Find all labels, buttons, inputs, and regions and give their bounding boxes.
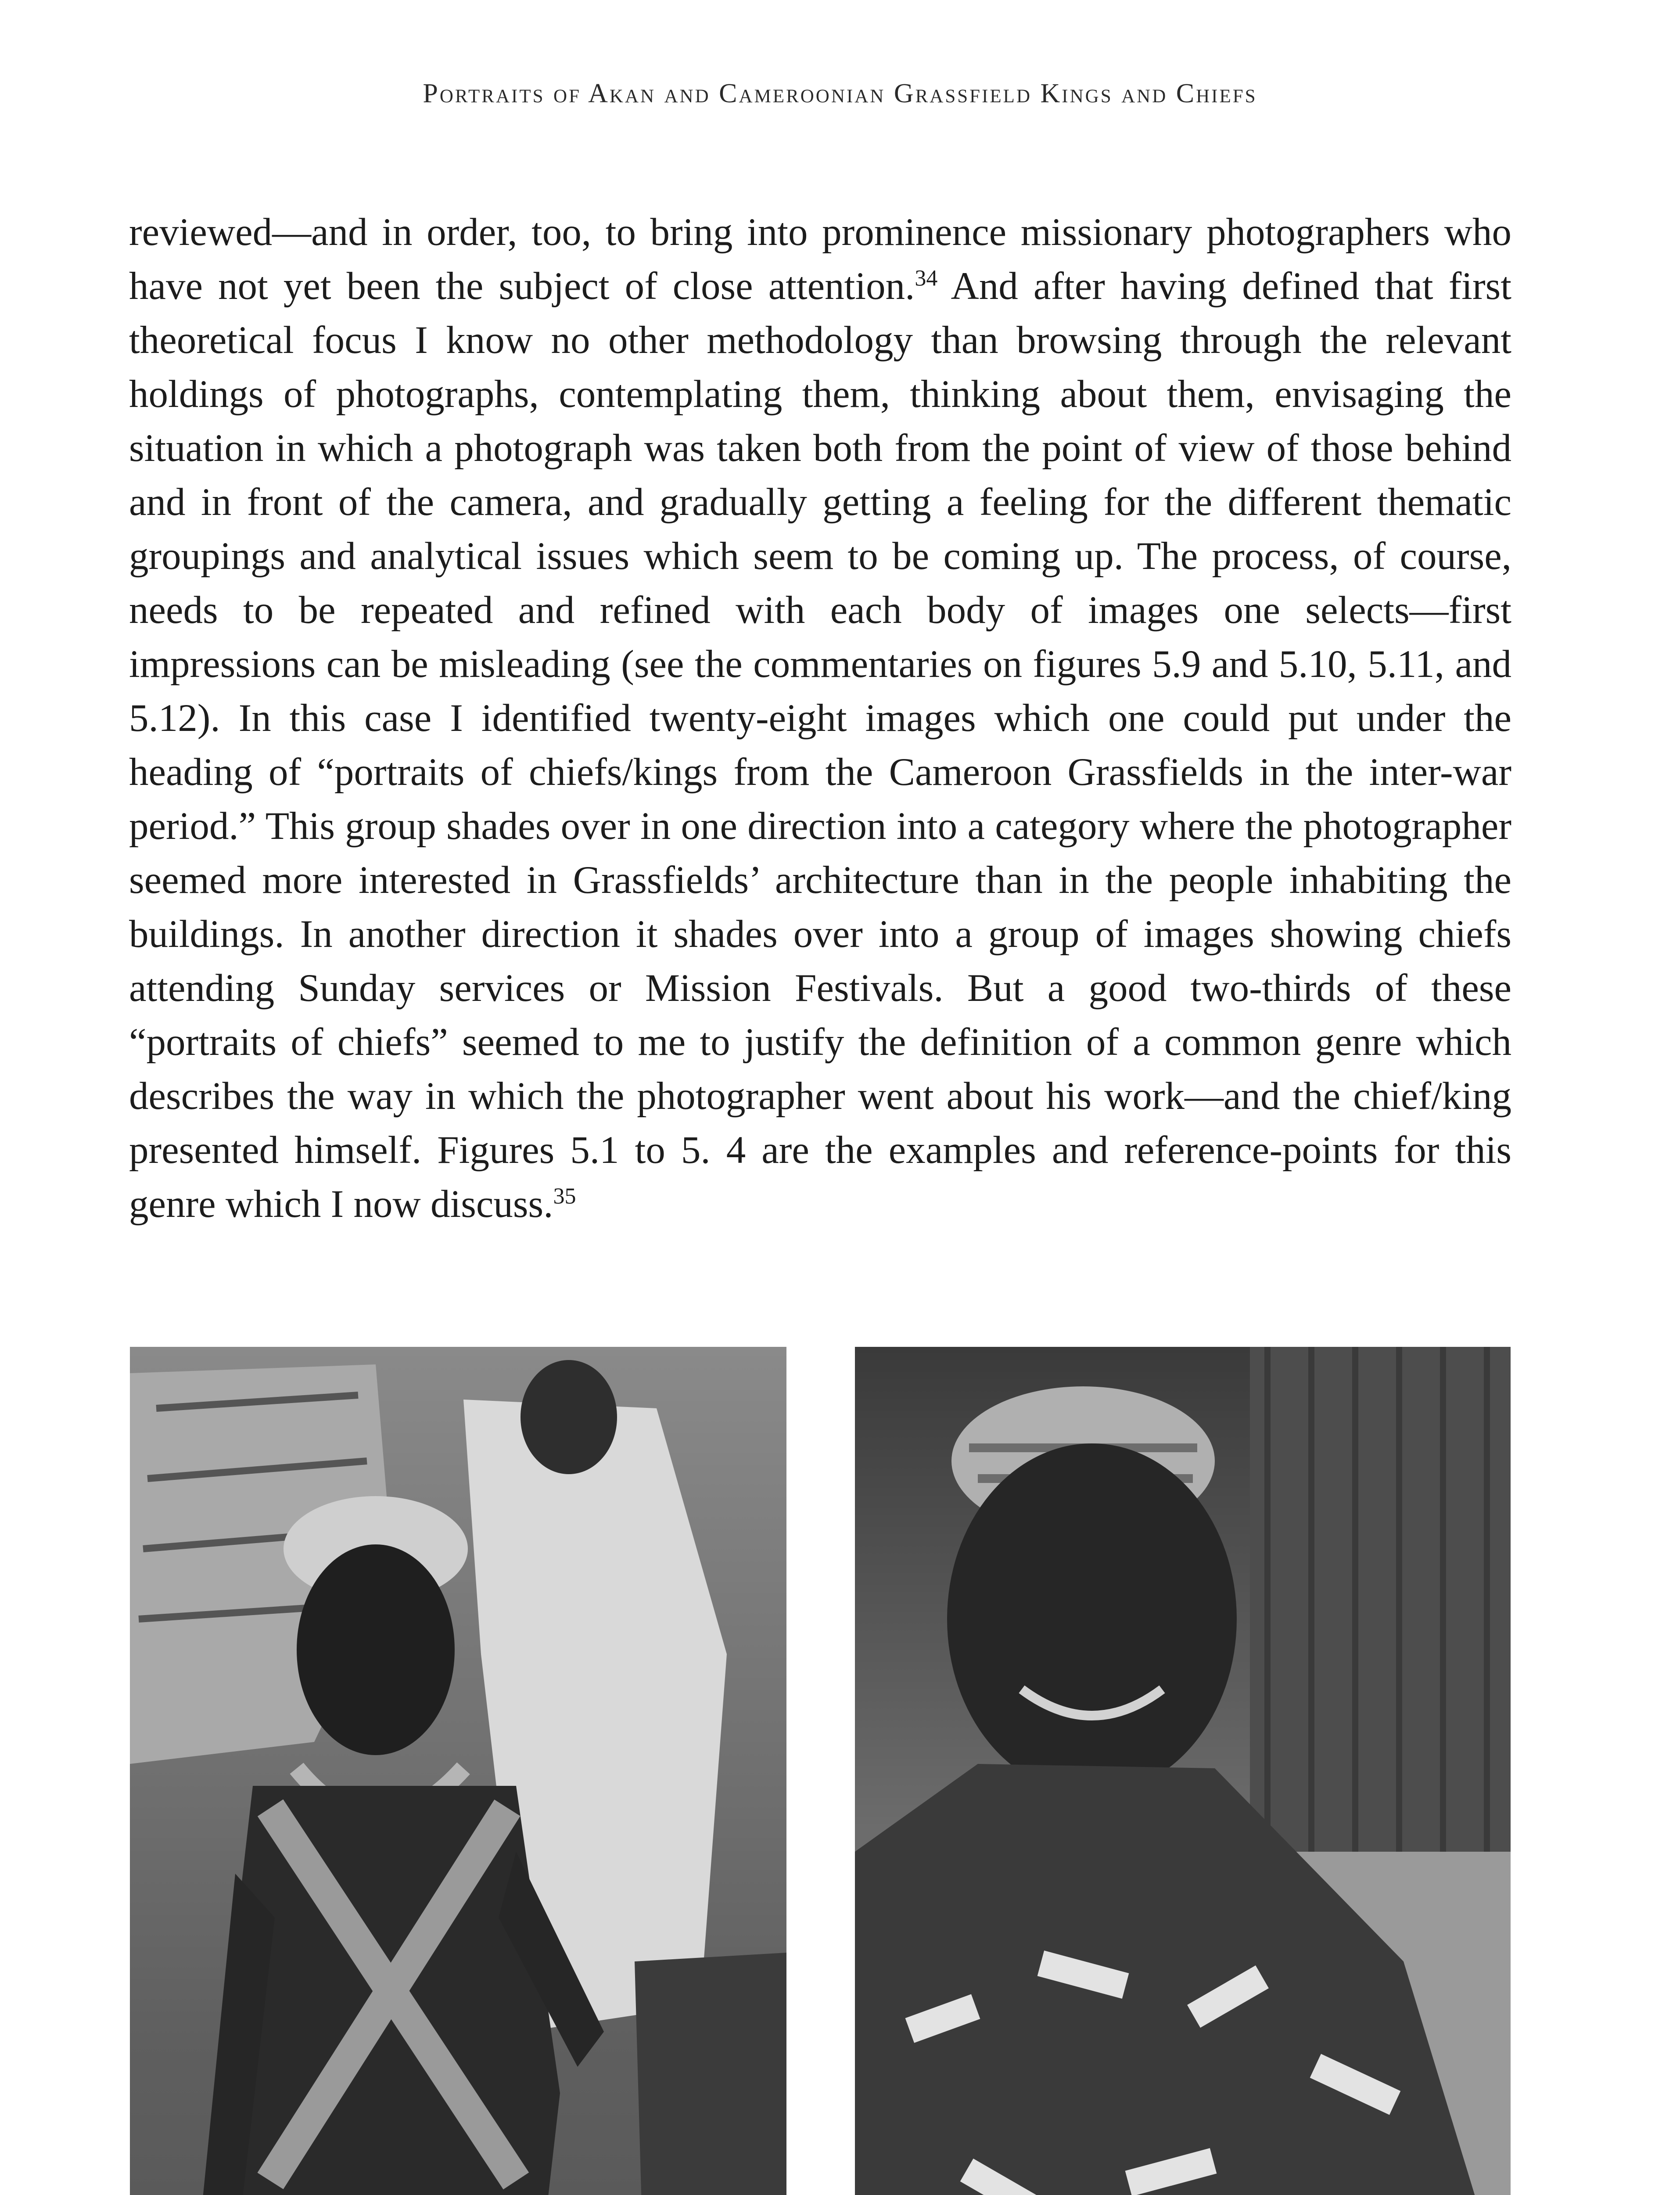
figure-5-1-photo — [130, 1347, 786, 2195]
chief-kuba-photo-illustration — [855, 1347, 1511, 2195]
figure-5-2-photo — [855, 1347, 1511, 2195]
running-head: Portraits of Akan and Cameroonian Grassfield Kings and Chiefs — [423, 79, 1257, 108]
paragraph-text-part-2: And after having defined that first theoretical focus I know no other methodology than browsing through the relevant holdings of photographs, contemplating them, thinking about them, envisaging the situation in which a photograph was taken both from the point of view of those behind and in front of the camera, and gradually getting a feeling for the different thematic groupings and analytical issues which seem to be coming up. The process, of course, needs to be repeated and refined with each body of images one selects—first impressions can be misleading (see the commentaries on figures 5.9 and 5.10, 5.11, and 5.12). In this case I identified twenty-eight images which one could put under the heading of “portraits of chiefs/kings from the Cameroon Grassfields in the inter-war period.” This group shades over in one direction into a category where the photographer seemed more interested in Grassfields’ architecture than in the people inhabiting the buildings. In another direction it shades over into a group of images showing chiefs attending Sunday services or Mission Festivals. But a good two-thirds of these “portraits of chiefs” seemed to me to justify the definition of a common genre which describes the way in which the photographer went about his work—and the chief/king presented himself. Figures 5.1 to 5. 4 are the examples and reference-points for this genre which I now discuss. — [129, 265, 1511, 1226]
footnote-marker-34[interactable]: 34 — [915, 266, 938, 291]
figure-5-1 — [130, 1347, 786, 2195]
paragraph-text-part-1: reviewed—and in order, too, to bring into prominence missionary photographers who have not yet been the subject of close attention. — [129, 211, 1511, 308]
chief-of-mbod-photo-illustration — [130, 1347, 786, 2195]
figure-5-2 — [855, 1347, 1511, 2195]
footnote-marker-35[interactable]: 35 — [553, 1184, 576, 1209]
body-paragraph — [129, 205, 1511, 1231]
